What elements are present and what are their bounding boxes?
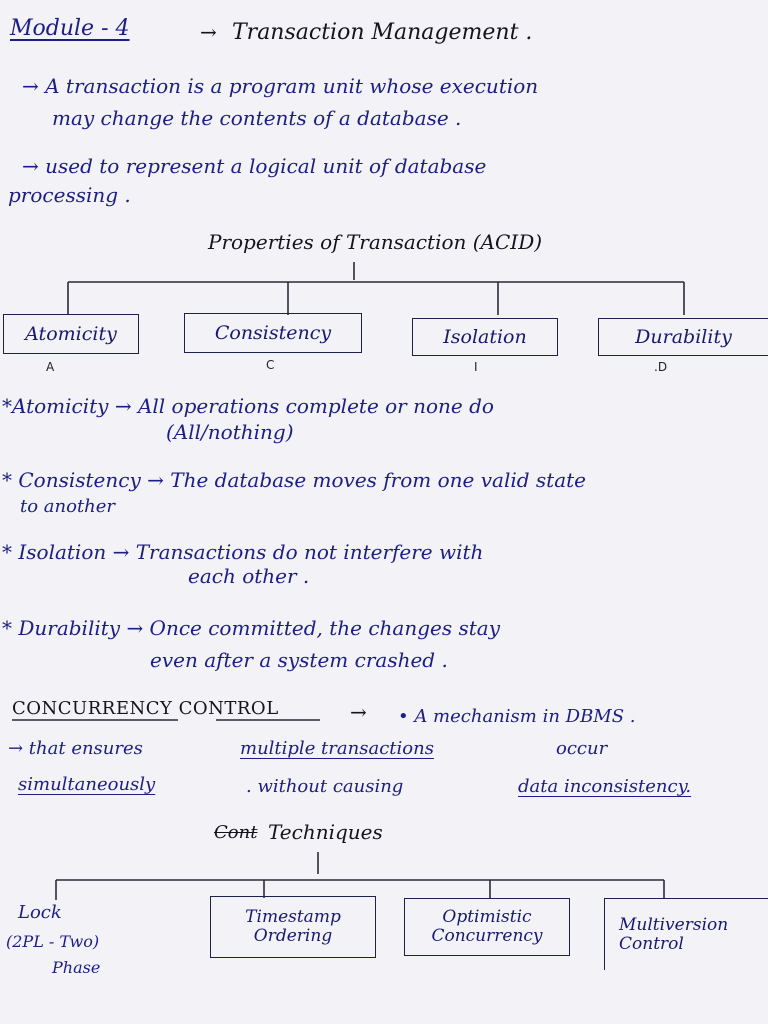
module-label: Module - 4 [10,16,130,41]
acid-letter-a: A [46,360,55,374]
techniques-struck-word: Cont [214,822,258,843]
techniques-heading: Techniques [268,820,383,844]
def-durability-2: even after a system crashed . [150,648,448,672]
acid-box-consistency: Consistency [184,313,362,353]
concurrency-desc-3a: simultaneously [18,774,156,795]
technique-timestamp-line-1: Timestamp [245,907,341,928]
concurrency-desc-1: • A mechanism in DBMS . [398,706,636,727]
acid-box-isolation: Isolation [412,318,558,356]
concurrency-desc-3c: data inconsistency. [518,776,692,797]
def-isolation-2: each other . [188,564,310,588]
technique-lock-line-2: (2PL - Two) [6,932,100,951]
concurrency-heading: CONCURRENCY CONTROL [12,698,279,719]
technique-lock [6,898,176,990]
concurrency-arrow: → [350,700,367,724]
technique-multiversion-line-2: Control [619,933,684,954]
def-isolation-1: * Isolation → Transactions do not interfere with [2,540,484,564]
technique-lock-line-3: Phase [52,958,101,977]
def-consistency-1: * Consistency → The database moves from one valid state [2,468,586,492]
technique-timestamp-line-2: Ordering [253,926,333,946]
concurrency-desc-2a: → that ensures [8,738,143,759]
technique-multiversion-line-1: Multiversion [619,914,729,935]
acid-letter-d: .D [654,360,668,374]
def-durability-1: * Durability → Once committed, the changes stay [2,616,501,640]
def-atomicity-1: *Atomicity → All operations complete or none do [2,394,494,418]
acid-box-durability: Durability [598,318,768,356]
def-consistency-2: to another [20,496,116,517]
intro-line-1: → A transaction is a program unit whose execution [22,74,539,98]
intro-line-2: may change the contents of a database . [52,106,462,130]
technique-lock-line-1: Lock [18,902,62,923]
concurrency-desc-3b: . without causing [246,776,404,797]
technique-optimistic-line-1: Optimistic [442,907,532,928]
acid-letter-c: C [266,358,275,372]
technique-optimistic [404,898,570,956]
header-arrow: → [200,20,217,44]
technique-optimistic-line-2: Concurrency [431,926,543,946]
acid-heading: Properties of Transaction (ACID) [208,230,543,254]
acid-box-atomicity: Atomicity [3,314,139,354]
intro-line-4: processing . [8,183,131,207]
concurrency-desc-2b: multiple transactions [240,738,434,759]
technique-timestamp [210,896,376,958]
page-title: Transaction Management . [232,20,533,45]
def-atomicity-2: (All/nothing) [166,420,294,444]
intro-line-3: → used to represent a logical unit of database [22,154,487,178]
acid-letter-i: I [474,360,478,374]
technique-multiversion [604,898,768,970]
concurrency-desc-2c: occur [556,738,608,759]
